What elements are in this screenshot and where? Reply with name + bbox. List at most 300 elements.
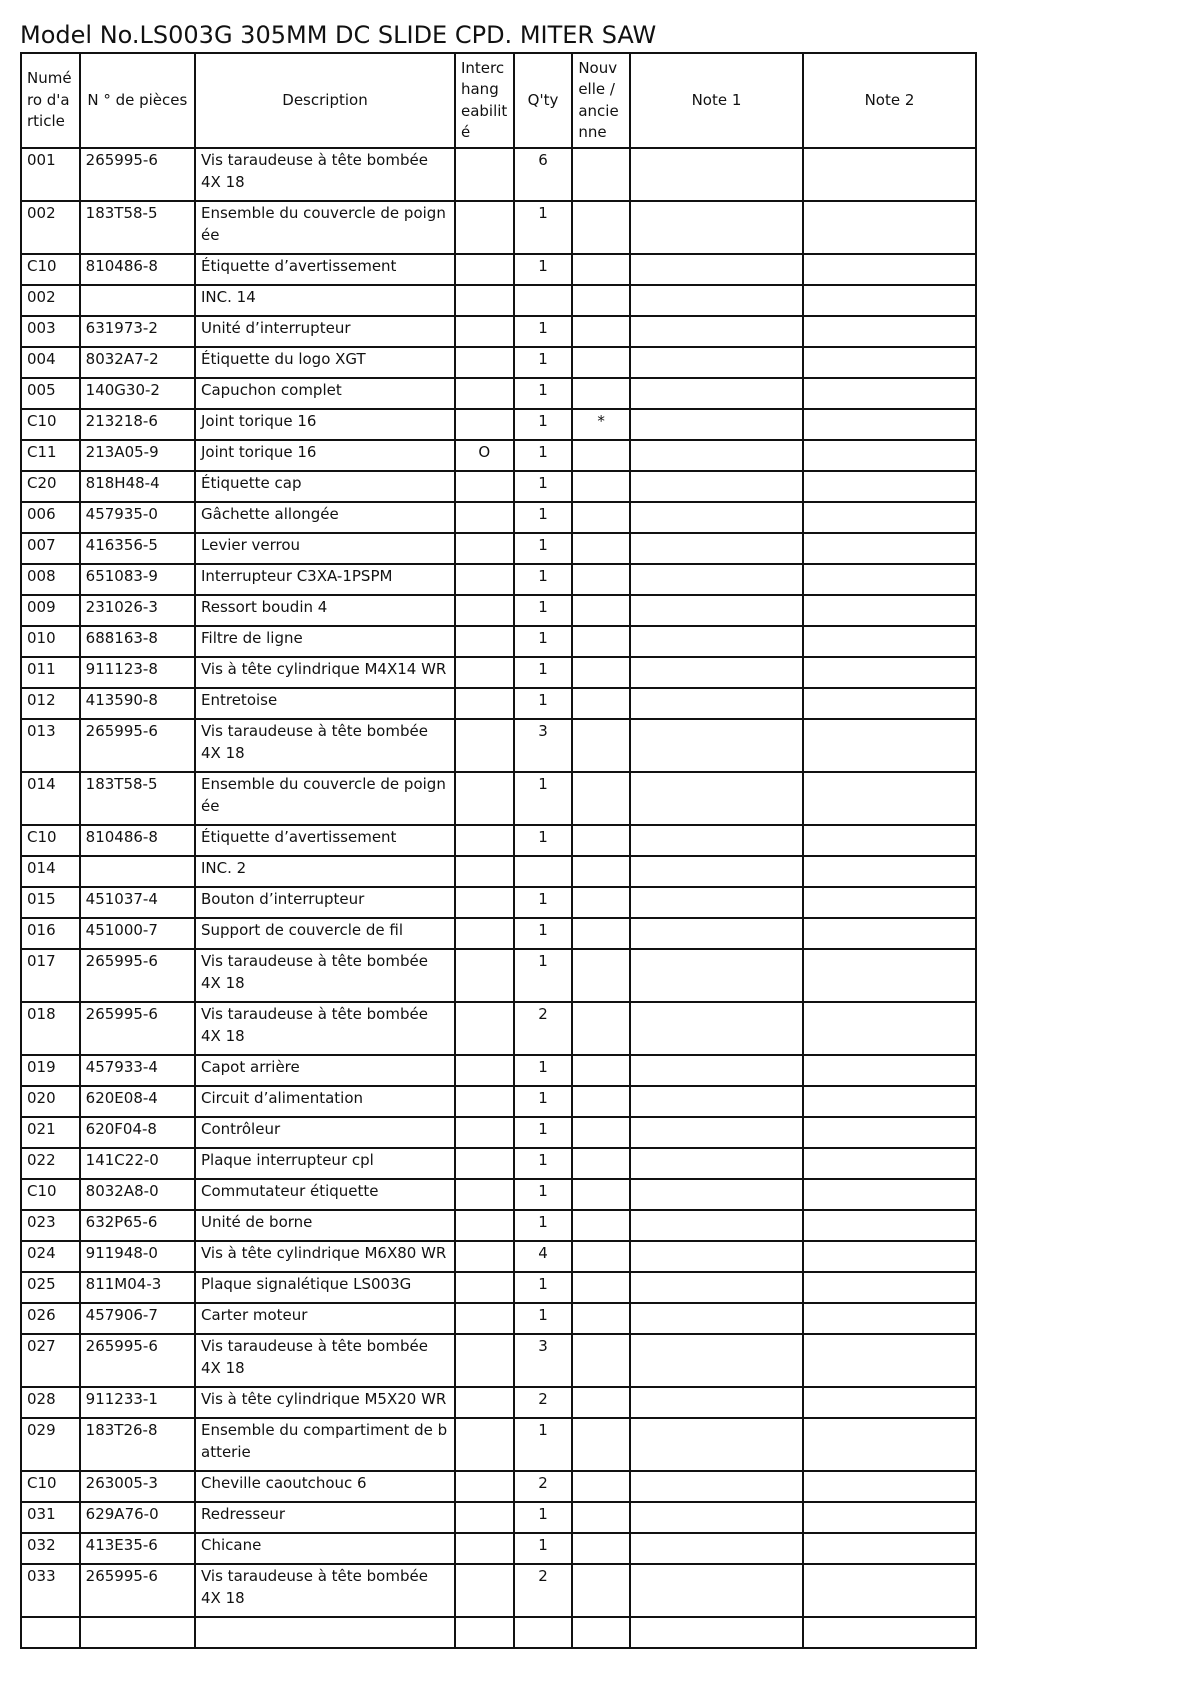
description-cell: Gâchette allongée — [195, 502, 455, 533]
description-cell: Capot arrière — [195, 1055, 455, 1086]
qty-cell: 1 — [514, 1533, 573, 1564]
note-2-cell — [803, 1334, 976, 1387]
note-2-cell — [803, 657, 976, 688]
part-no-cell: 911948-0 — [80, 1241, 195, 1272]
note-2-cell — [803, 772, 976, 825]
item-no-cell: 008 — [21, 564, 80, 595]
qty-cell: 1 — [514, 254, 573, 285]
part-no-cell: 631973-2 — [80, 316, 195, 347]
note-1-cell — [630, 1387, 803, 1418]
description-cell: Plaque signalétique LS003G — [195, 1272, 455, 1303]
note-1-cell — [630, 772, 803, 825]
note-2-cell — [803, 1564, 976, 1617]
description-cell: Vis taraudeuse à tête bombée 4X 18 — [195, 1002, 455, 1055]
description-cell: Contrôleur — [195, 1117, 455, 1148]
table-row — [21, 949, 976, 1002]
note-2-cell — [803, 533, 976, 564]
description-cell: Ensemble du couvercle de poign ée — [195, 772, 455, 825]
item-no-cell: 024 — [21, 1241, 80, 1272]
item-no-cell: 009 — [21, 595, 80, 626]
note-2-cell — [803, 1241, 976, 1272]
new-old-cell — [572, 1564, 630, 1617]
new-old-cell — [572, 887, 630, 918]
new-old-cell — [572, 533, 630, 564]
description-cell: Commutateur étiquette — [195, 1179, 455, 1210]
new-old-cell — [572, 1471, 630, 1502]
note-2-cell — [803, 825, 976, 856]
part-no-cell: 457935-0 — [80, 502, 195, 533]
new-old-cell — [572, 1502, 630, 1533]
description-cell: Chicane — [195, 1533, 455, 1564]
table-row — [21, 918, 976, 949]
part-no-cell: 213218-6 — [80, 409, 195, 440]
qty-cell: 1 — [514, 316, 573, 347]
note-2-cell — [803, 1086, 976, 1117]
qty-cell — [514, 856, 573, 887]
description-cell: Vis taraudeuse à tête bombée 4X 18 — [195, 719, 455, 772]
part-no-cell: 231026-3 — [80, 595, 195, 626]
description-cell: Levier verrou — [195, 533, 455, 564]
qty-cell: 1 — [514, 949, 573, 1002]
note-2-cell — [803, 564, 976, 595]
part-no-cell: 810486-8 — [80, 254, 195, 285]
interchangeability-cell — [455, 595, 514, 626]
description-cell: Étiquette du logo XGT — [195, 347, 455, 378]
part-no-cell: 818H48-4 — [80, 471, 195, 502]
table-row — [21, 1086, 976, 1117]
note-1-cell — [630, 1418, 803, 1471]
item-no-cell: 016 — [21, 918, 80, 949]
item-no-cell: 002 — [21, 201, 80, 254]
new-old-cell — [572, 254, 630, 285]
note-1-cell — [630, 1179, 803, 1210]
description-cell: Joint torique 16 — [195, 409, 455, 440]
item-no-cell: 013 — [21, 719, 80, 772]
description-cell: INC. 14 — [195, 285, 455, 316]
table-row — [21, 316, 976, 347]
table-row — [21, 626, 976, 657]
description-cell: Vis taraudeuse à tête bombée 4X 18 — [195, 949, 455, 1002]
table-row — [21, 1502, 976, 1533]
item-no-cell: 003 — [21, 316, 80, 347]
note-1-cell — [630, 502, 803, 533]
note-1-cell — [630, 471, 803, 502]
interchangeability-cell — [455, 1418, 514, 1471]
description-cell: Bouton d’interrupteur — [195, 887, 455, 918]
interchangeability-cell — [455, 887, 514, 918]
header-interchangeability: Interc hang eabilit é — [455, 53, 514, 148]
interchangeability-cell — [455, 1387, 514, 1418]
interchangeability-cell — [455, 1055, 514, 1086]
note-1-cell — [630, 887, 803, 918]
item-no-cell: C10 — [21, 409, 80, 440]
interchangeability-cell — [455, 285, 514, 316]
part-no-cell: 265995-6 — [80, 1002, 195, 1055]
interchangeability-cell — [455, 347, 514, 378]
description-cell: Vis taraudeuse à tête bombée 4X 18 — [195, 1564, 455, 1617]
table-row — [21, 1179, 976, 1210]
table-row — [21, 201, 976, 254]
new-old-cell — [572, 502, 630, 533]
new-old-cell — [572, 1533, 630, 1564]
new-old-cell — [572, 688, 630, 719]
new-old-cell — [572, 949, 630, 1002]
qty-cell: 1 — [514, 825, 573, 856]
qty-cell: 1 — [514, 471, 573, 502]
part-no-cell: 140G30-2 — [80, 378, 195, 409]
item-no-cell: 020 — [21, 1086, 80, 1117]
new-old-cell — [572, 918, 630, 949]
part-no-cell: 213A05-9 — [80, 440, 195, 471]
interchangeability-cell — [455, 918, 514, 949]
header-note-1: Note 1 — [630, 53, 803, 148]
table-row — [21, 285, 976, 316]
item-no-cell: 026 — [21, 1303, 80, 1334]
qty-cell: 1 — [514, 1502, 573, 1533]
note-2-cell — [803, 856, 976, 887]
part-no-cell: 911233-1 — [80, 1387, 195, 1418]
note-1-cell — [630, 719, 803, 772]
interchangeability-cell — [455, 1210, 514, 1241]
part-no-cell: 632P65-6 — [80, 1210, 195, 1241]
interchangeability-cell — [455, 502, 514, 533]
note-1-cell — [630, 378, 803, 409]
interchangeability-cell — [455, 1179, 514, 1210]
qty-cell: 3 — [514, 719, 573, 772]
item-no-cell: 007 — [21, 533, 80, 564]
header-qty: Q'ty — [514, 53, 573, 148]
note-2-cell — [803, 688, 976, 719]
item-no-cell: 033 — [21, 1564, 80, 1617]
interchangeability-cell — [455, 378, 514, 409]
note-1-cell — [630, 201, 803, 254]
table-row — [21, 1272, 976, 1303]
new-old-cell — [572, 1418, 630, 1471]
interchangeability-cell — [455, 471, 514, 502]
new-old-cell — [572, 595, 630, 626]
note-2-cell — [803, 1471, 976, 1502]
item-no-cell: 028 — [21, 1387, 80, 1418]
item-no-cell: 022 — [21, 1148, 80, 1179]
qty-cell: 2 — [514, 1564, 573, 1617]
table-row — [21, 1533, 976, 1564]
qty-cell: 1 — [514, 1086, 573, 1117]
note-2-cell — [803, 1303, 976, 1334]
header-part-no: N ° de pièces — [80, 53, 195, 148]
new-old-cell — [572, 1117, 630, 1148]
item-no-cell: 015 — [21, 887, 80, 918]
interchangeability-cell — [455, 949, 514, 1002]
table-row — [21, 887, 976, 918]
note-2-cell — [803, 1418, 976, 1471]
item-no-cell — [21, 1617, 80, 1648]
qty-cell: 1 — [514, 1117, 573, 1148]
new-old-cell — [572, 856, 630, 887]
table-row — [21, 148, 976, 201]
qty-cell: 1 — [514, 1303, 573, 1334]
new-old-cell — [572, 825, 630, 856]
table-row — [21, 409, 976, 440]
note-1-cell — [630, 595, 803, 626]
part-no-cell: 265995-6 — [80, 719, 195, 772]
note-2-cell — [803, 502, 976, 533]
table-row — [21, 1387, 976, 1418]
part-no-cell: 183T58-5 — [80, 201, 195, 254]
interchangeability-cell — [455, 688, 514, 719]
table-row — [21, 1055, 976, 1086]
qty-cell: 1 — [514, 347, 573, 378]
interchangeability-cell — [455, 1502, 514, 1533]
interchangeability-cell — [455, 1272, 514, 1303]
description-cell: INC. 2 — [195, 856, 455, 887]
note-2-cell — [803, 347, 976, 378]
qty-cell: 1 — [514, 887, 573, 918]
document-title: Model No.LS003G 305MM DC SLIDE CPD. MITER SAW — [20, 21, 657, 49]
interchangeability-cell — [455, 1471, 514, 1502]
new-old-cell — [572, 564, 630, 595]
note-1-cell — [630, 316, 803, 347]
qty-cell: 1 — [514, 657, 573, 688]
item-no-cell: C20 — [21, 471, 80, 502]
table-row — [21, 1471, 976, 1502]
table-row — [21, 1117, 976, 1148]
new-old-cell — [572, 1303, 630, 1334]
interchangeability-cell — [455, 1303, 514, 1334]
part-no-cell: 810486-8 — [80, 825, 195, 856]
note-2-cell — [803, 409, 976, 440]
item-no-cell: 001 — [21, 148, 80, 201]
interchangeability-cell — [455, 409, 514, 440]
table-row — [21, 347, 976, 378]
part-no-cell: 265995-6 — [80, 1564, 195, 1617]
qty-cell: 1 — [514, 1179, 573, 1210]
note-2-cell — [803, 1055, 976, 1086]
qty-cell: 1 — [514, 533, 573, 564]
table-row — [21, 1002, 976, 1055]
part-no-cell: 629A76-0 — [80, 1502, 195, 1533]
part-no-cell: 620F04-8 — [80, 1117, 195, 1148]
item-no-cell: 014 — [21, 772, 80, 825]
description-cell: Étiquette d’avertissement — [195, 254, 455, 285]
table-row — [21, 564, 976, 595]
description-cell: Vis à tête cylindrique M4X14 WR — [195, 657, 455, 688]
note-1-cell — [630, 1086, 803, 1117]
table-row — [21, 440, 976, 471]
qty-cell: 1 — [514, 564, 573, 595]
interchangeability-cell — [455, 1117, 514, 1148]
parts-table — [20, 52, 977, 1649]
interchangeability-cell — [455, 1617, 514, 1648]
note-1-cell — [630, 1055, 803, 1086]
note-1-cell — [630, 564, 803, 595]
note-2-cell — [803, 1148, 976, 1179]
part-no-cell — [80, 285, 195, 316]
qty-cell: 1 — [514, 502, 573, 533]
note-1-cell — [630, 254, 803, 285]
note-2-cell — [803, 626, 976, 657]
note-1-cell — [630, 1241, 803, 1272]
note-1-cell — [630, 825, 803, 856]
header-description: Description — [195, 53, 455, 148]
table-row — [21, 378, 976, 409]
new-old-cell — [572, 440, 630, 471]
note-2-cell — [803, 471, 976, 502]
note-1-cell — [630, 1617, 803, 1648]
new-old-cell — [572, 347, 630, 378]
note-1-cell — [630, 1210, 803, 1241]
description-cell: Ensemble du compartiment de b atterie — [195, 1418, 455, 1471]
note-1-cell — [630, 1002, 803, 1055]
note-1-cell — [630, 1533, 803, 1564]
part-no-cell: 416356-5 — [80, 533, 195, 564]
item-no-cell: 017 — [21, 949, 80, 1002]
new-old-cell — [572, 1334, 630, 1387]
new-old-cell — [572, 1086, 630, 1117]
part-no-cell: 141C22-0 — [80, 1148, 195, 1179]
note-1-cell — [630, 1117, 803, 1148]
note-1-cell — [630, 1272, 803, 1303]
description-cell: Redresseur — [195, 1502, 455, 1533]
interchangeability-cell — [455, 1533, 514, 1564]
qty-cell: 1 — [514, 409, 573, 440]
note-1-cell — [630, 918, 803, 949]
qty-cell: 2 — [514, 1002, 573, 1055]
part-no-cell: 651083-9 — [80, 564, 195, 595]
note-2-cell — [803, 1533, 976, 1564]
interchangeability-cell — [455, 1241, 514, 1272]
description-cell: Cheville caoutchouc 6 — [195, 1471, 455, 1502]
qty-cell: 1 — [514, 201, 573, 254]
interchangeability-cell — [455, 657, 514, 688]
table-header-row — [21, 53, 976, 148]
description-cell: Ressort boudin 4 — [195, 595, 455, 626]
part-no-cell: 265995-6 — [80, 148, 195, 201]
description-cell: Capuchon complet — [195, 378, 455, 409]
part-no-cell: 413590-8 — [80, 688, 195, 719]
qty-cell: 1 — [514, 772, 573, 825]
part-no-cell: 8032A7-2 — [80, 347, 195, 378]
new-old-cell: * — [572, 409, 630, 440]
qty-cell: 2 — [514, 1387, 573, 1418]
new-old-cell — [572, 148, 630, 201]
table-row — [21, 657, 976, 688]
item-no-cell: 006 — [21, 502, 80, 533]
new-old-cell — [572, 657, 630, 688]
new-old-cell — [572, 1387, 630, 1418]
interchangeability-cell: O — [455, 440, 514, 471]
note-1-cell — [630, 285, 803, 316]
interchangeability-cell — [455, 1002, 514, 1055]
item-no-cell: C10 — [21, 1179, 80, 1210]
note-2-cell — [803, 1387, 976, 1418]
item-no-cell: 004 — [21, 347, 80, 378]
new-old-cell — [572, 1055, 630, 1086]
qty-cell: 1 — [514, 595, 573, 626]
item-no-cell: 019 — [21, 1055, 80, 1086]
note-1-cell — [630, 949, 803, 1002]
note-2-cell — [803, 1210, 976, 1241]
part-no-cell — [80, 856, 195, 887]
item-no-cell: 014 — [21, 856, 80, 887]
part-no-cell: 451037-4 — [80, 887, 195, 918]
note-2-cell — [803, 148, 976, 201]
part-no-cell: 413E35-6 — [80, 1533, 195, 1564]
qty-cell: 1 — [514, 688, 573, 719]
qty-cell: 1 — [514, 1055, 573, 1086]
note-2-cell — [803, 1117, 976, 1148]
interchangeability-cell — [455, 772, 514, 825]
note-2-cell — [803, 887, 976, 918]
part-no-cell: 263005-3 — [80, 1471, 195, 1502]
note-1-cell — [630, 1303, 803, 1334]
item-no-cell: 025 — [21, 1272, 80, 1303]
note-2-cell — [803, 1502, 976, 1533]
description-cell: Interrupteur C3XA-1PSPM — [195, 564, 455, 595]
note-2-cell — [803, 1272, 976, 1303]
new-old-cell — [572, 1179, 630, 1210]
part-no-cell: 688163-8 — [80, 626, 195, 657]
part-no-cell: 183T26-8 — [80, 1418, 195, 1471]
note-1-cell — [630, 1471, 803, 1502]
description-cell: Circuit d’alimentation — [195, 1086, 455, 1117]
qty-cell: 3 — [514, 1334, 573, 1387]
interchangeability-cell — [455, 254, 514, 285]
interchangeability-cell — [455, 1086, 514, 1117]
item-no-cell: C10 — [21, 1471, 80, 1502]
item-no-cell: 012 — [21, 688, 80, 719]
note-2-cell — [803, 201, 976, 254]
table-row — [21, 502, 976, 533]
interchangeability-cell — [455, 564, 514, 595]
table-row — [21, 533, 976, 564]
new-old-cell — [572, 626, 630, 657]
description-cell: Carter moteur — [195, 1303, 455, 1334]
note-2-cell — [803, 595, 976, 626]
interchangeability-cell — [455, 316, 514, 347]
description-cell: Ensemble du couvercle de poign ée — [195, 201, 455, 254]
note-1-cell — [630, 440, 803, 471]
note-1-cell — [630, 1334, 803, 1387]
table-row — [21, 856, 976, 887]
part-no-cell: 451000-7 — [80, 918, 195, 949]
header-note-2: Note 2 — [803, 53, 976, 148]
part-no-cell: 457933-4 — [80, 1055, 195, 1086]
note-2-cell — [803, 440, 976, 471]
new-old-cell — [572, 316, 630, 347]
table-row — [21, 254, 976, 285]
description-cell — [195, 1617, 455, 1648]
part-no-cell: 8032A8-0 — [80, 1179, 195, 1210]
qty-cell: 1 — [514, 1210, 573, 1241]
interchangeability-cell — [455, 856, 514, 887]
description-cell: Étiquette d’avertissement — [195, 825, 455, 856]
table-row — [21, 1148, 976, 1179]
table-row — [21, 1564, 976, 1617]
description-cell: Entretoise — [195, 688, 455, 719]
new-old-cell — [572, 719, 630, 772]
table-row — [21, 1418, 976, 1471]
new-old-cell — [572, 1148, 630, 1179]
item-no-cell: 031 — [21, 1502, 80, 1533]
description-cell: Unité de borne — [195, 1210, 455, 1241]
description-cell: Unité d’interrupteur — [195, 316, 455, 347]
interchangeability-cell — [455, 1334, 514, 1387]
note-1-cell — [630, 657, 803, 688]
item-no-cell: 023 — [21, 1210, 80, 1241]
item-no-cell: 021 — [21, 1117, 80, 1148]
new-old-cell — [572, 1210, 630, 1241]
interchangeability-cell — [455, 825, 514, 856]
